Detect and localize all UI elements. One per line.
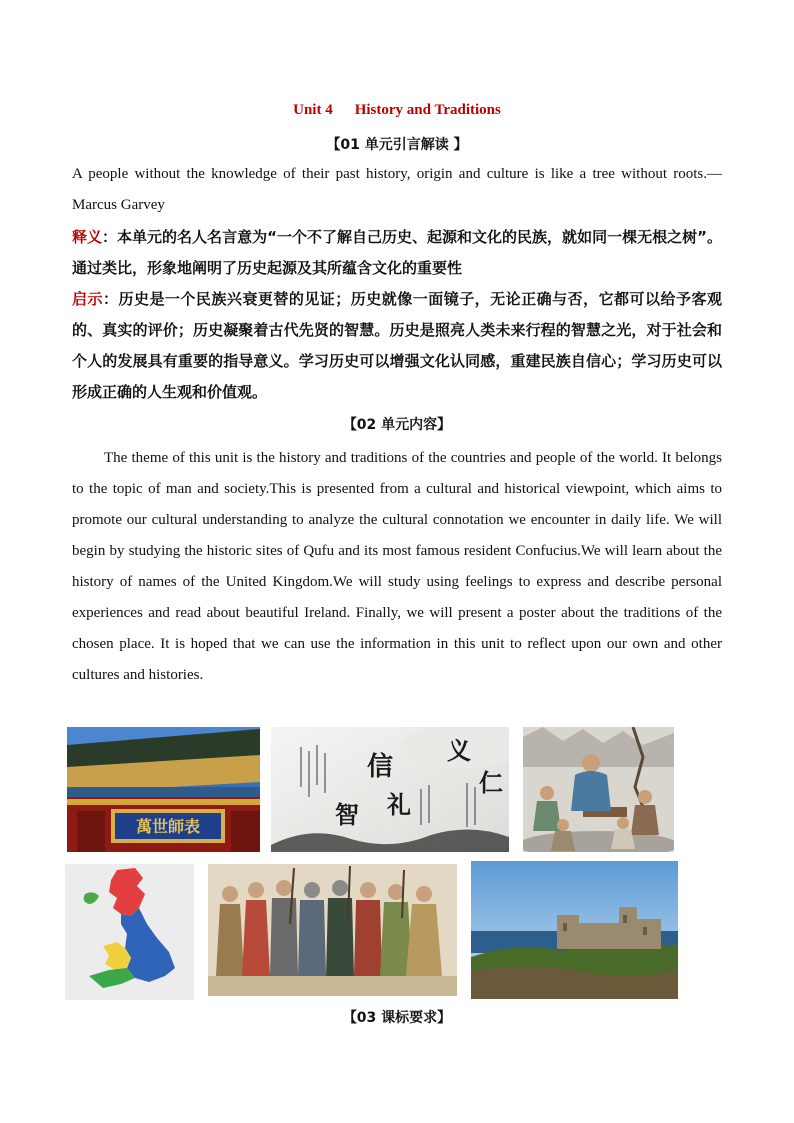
unit-name: History and Traditions xyxy=(354,102,501,118)
explanation-text: ：本单元的名人名言意为“一个不了解自己历史、起源和文化的民族，就如同一棵无根之树”。通过类比，形象地阐明了历史起源及其所蕴含文化的重要性 xyxy=(72,228,722,277)
section-heading-intro: 【01 单元引言解读 】 xyxy=(326,137,468,153)
insight-label: 启示 xyxy=(72,290,103,308)
calligraphy-char-4: 仁 xyxy=(479,768,503,797)
calligraphy-virtues-image xyxy=(271,727,509,852)
explanation-paragraph xyxy=(72,222,722,284)
confucius-painting-image xyxy=(523,727,674,852)
unit-title xyxy=(0,102,794,119)
medieval-figures-image xyxy=(208,864,457,996)
forbidden-city-plaque-image xyxy=(67,727,260,852)
unit-number: Unit 4 xyxy=(293,102,333,118)
ireland-castle-image xyxy=(471,861,678,999)
content-paragraph: The theme of this unit is the history and traditions of the countries and people of the world. It belongs to the topic of man and society.This is presented from a cultural and historical viewpoint, which aims to promote our cultural understanding to analyze the cultural connotation we encounter in daily life. We will begin by studying the historic sites of Qufu and its most famous resident Confucius.We will learn about the history of names of the United Kingdom.We will study using feelings to express and describe personal experiences and read about beautiful Ireland. Finally, we will present a poster about the traditions of the chosen place. It is hoped that we can use the information in this unit to reflect upon our own and other cultures and histories. xyxy=(72,450,722,683)
calligraphy-char-2: 义 xyxy=(447,736,471,765)
plaque-text: 萬世師表 xyxy=(135,817,201,836)
insight-text: ：历史是一个民族兴衰更替的见证；历史就像一面镜子，无论正确与否，它都可以给予客观的、真实的评价；历史凝聚着古代先贤的智慧。历史是照亮人类未来行程的智慧之光，对于社会和个人的发展具有重要的指导意义。学习历史可以增强文化认同感，重建民族自信心；学习历史可以形成正确的人生观和价值观。 xyxy=(72,290,722,401)
explanation-label: 释义 xyxy=(72,228,103,246)
section-heading-content: 【02 单元内容】 xyxy=(342,417,452,433)
section-heading-standards: 【03 课标要求】 xyxy=(342,1010,452,1026)
quote-paragraph: A people without the knowledge of their past history, origin and culture is like a tree without roots.—Marcus Garvey xyxy=(72,166,722,213)
uk-map-image xyxy=(65,864,194,1000)
calligraphy-char-3: 礼 xyxy=(387,790,411,819)
calligraphy-char-5: 智 xyxy=(335,800,359,829)
insight-paragraph xyxy=(72,284,722,408)
calligraphy-char-1: 信 xyxy=(367,752,394,782)
